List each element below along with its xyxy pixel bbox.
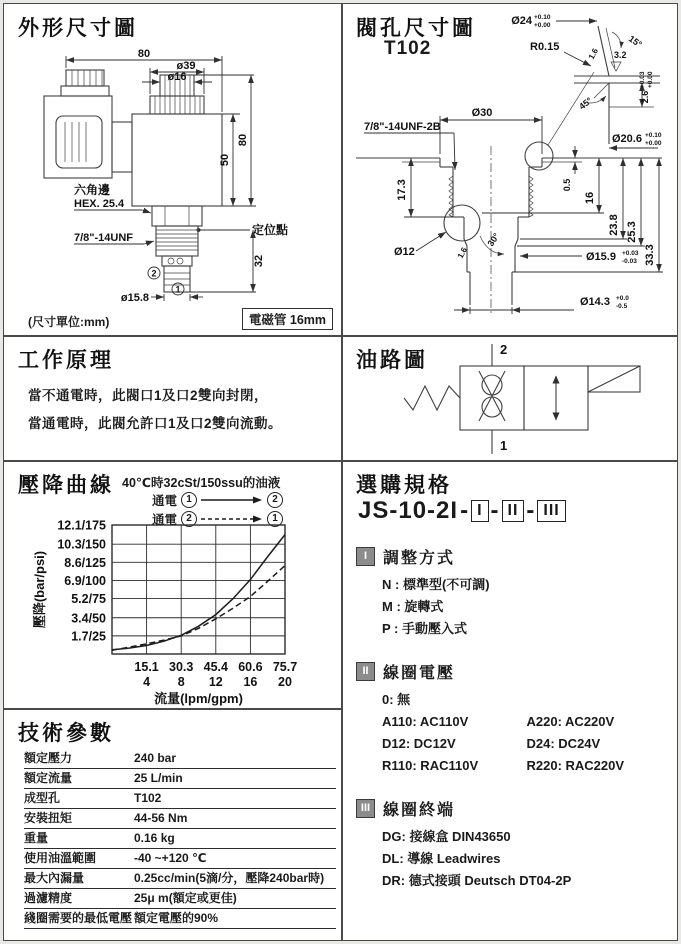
curve-solid — [112, 535, 285, 650]
dim-rough16b: 1.6 — [455, 245, 469, 260]
valve-body — [44, 70, 222, 292]
section-title: 閥孔尺寸圖 — [356, 17, 476, 40]
dim-d30: Ø30 — [471, 107, 493, 119]
parameters-table — [24, 749, 336, 929]
section-outline-dimensions — [4, 4, 341, 335]
section-technical-parameters — [4, 709, 341, 940]
chart-condition-note: 40℃時32cSt/150ssu的油液 — [122, 476, 281, 490]
label-locating-point: 定位點 — [252, 223, 289, 237]
dim-d143: Ø14.3 — [580, 296, 610, 308]
parameter-value: 25μ m(額定或更佳) — [134, 891, 237, 905]
dim-d159: Ø15.9 — [586, 251, 616, 263]
option-line: N : 標準型(不可調) — [382, 577, 490, 592]
parameter-label: 安裝扭矩 — [24, 811, 73, 825]
ordering-groups — [356, 545, 671, 912]
x-tick-lpm: 60.6 — [238, 660, 263, 674]
dim-h173: 17.3 — [396, 179, 408, 201]
parameter-value: T102 — [134, 791, 162, 805]
parameter-label: 最大內漏量 — [24, 871, 85, 885]
group-header — [356, 797, 671, 820]
x-tick-gpm: 16 — [243, 675, 258, 689]
parameter-label: 使用油溫範圍 — [24, 851, 97, 865]
option-cell: A110: AC110V — [382, 714, 469, 729]
label-thread: 7/8"-14UNF — [74, 232, 134, 244]
section-cavity-dimensions — [342, 4, 677, 335]
group-header — [356, 545, 671, 568]
principle-line-1: 當不通電時，此閥口1及口2雙向封閉， — [28, 388, 269, 403]
parameter-label: 額定流量 — [24, 771, 73, 785]
y-axis-label: 壓降(bar/psi) — [32, 550, 47, 629]
x-tick-lpm: 45.4 — [203, 660, 228, 674]
legend-label: 通電 — [152, 494, 178, 508]
curve-dashed — [112, 566, 285, 651]
dim-d206-tol-dn: +0.00 — [645, 140, 662, 147]
circled-1-icon: 1 — [181, 492, 197, 508]
dim-h16: 16 — [584, 191, 596, 205]
dim-tube-height: 80 — [237, 133, 249, 147]
section-title: 壓降曲線 — [18, 474, 114, 497]
group-marker: I — [356, 547, 375, 566]
circled-2-icon: 2 — [181, 511, 197, 527]
parameter-label: 額定壓力 — [24, 751, 73, 765]
label-hex-1: 六角邊 — [74, 183, 111, 197]
dim-rough32: 3.2 — [614, 50, 627, 60]
parameter-label: 成型孔 — [24, 791, 61, 805]
group-marker: II — [356, 662, 375, 681]
circled-2-icon: 2 — [267, 492, 283, 508]
label-hex-2: HEX. 25.4 — [74, 198, 125, 210]
option-line: P : 手動壓入式 — [382, 621, 467, 636]
y-tick-label: 8.6/125 — [64, 555, 106, 570]
dim-d24-tol-up: +0.10 — [534, 14, 551, 21]
parameter-value: 額定電壓的90% — [134, 911, 219, 925]
x-tick-lpm: 75.7 — [272, 660, 298, 674]
group-title: 線圈電壓 — [383, 665, 456, 682]
parameter-value: -40 ~+120 ℃ — [134, 851, 207, 865]
dim-d26: 2.6 — [640, 90, 650, 104]
circuit-port-1: 1 — [500, 438, 508, 453]
parameter-value: 44-56 Nm — [134, 811, 188, 825]
parameter-row — [24, 869, 336, 889]
section-title: 工作原理 — [18, 349, 114, 372]
dim-d26-tol-dn: +0.00 — [647, 71, 654, 88]
dim-cartridge-height: 32 — [253, 254, 265, 268]
option-cell: D12: DC12V — [382, 736, 456, 751]
option-row — [382, 711, 671, 733]
dim-h238: 23.8 — [608, 214, 620, 236]
parameter-value: 25 L/min — [134, 771, 183, 785]
option-line: 0: 無 — [382, 692, 411, 707]
option-line: M : 旋轉式 — [382, 599, 444, 614]
dim-d143-tol-dn: -0.5 — [616, 303, 628, 310]
option-cell: D24: DC24V — [526, 736, 601, 751]
model-option-box: I — [471, 500, 488, 522]
spring-symbol — [404, 386, 460, 410]
section-circuit-diagram — [342, 336, 677, 460]
unit-note: (尺寸單位:mm) — [28, 315, 110, 329]
parameter-row — [24, 789, 336, 809]
option-line: DG: 接線盒 DIN43650 — [382, 829, 511, 844]
parameter-label: 綫圈需要的最低電壓 — [24, 911, 133, 925]
x-tick-lpm: 30.3 — [169, 660, 194, 674]
option-cell: R110: RAC110V — [382, 758, 479, 773]
dim-rough16a: 1.6 — [586, 46, 600, 61]
x-tick-gpm: 12 — [208, 675, 223, 689]
dim-h253: 25.3 — [626, 221, 638, 243]
section-title: 油路圖 — [356, 349, 428, 372]
dim-d24: Ø24 — [511, 15, 532, 27]
option-line: DL: 導線 Leadwires — [382, 851, 501, 866]
option-row — [382, 733, 671, 755]
parameter-label: 重量 — [24, 831, 49, 845]
parameter-value: 0.25cc/min(5滴/分，壓降240bar時) — [134, 871, 325, 885]
parameter-row — [24, 909, 336, 929]
dim-d159-tol-dn: -0.03 — [622, 258, 637, 265]
option-line: DR: 德式接頭 Deutsch DT04-2P — [382, 873, 572, 888]
y-tick-label: 12.1/175 — [57, 518, 106, 533]
dim-r015: R0.15 — [530, 41, 560, 53]
dim-a30: 30° — [485, 231, 502, 249]
ordering-group — [356, 797, 671, 892]
dim-a15: 15° — [626, 33, 644, 50]
circuit-symbol — [342, 336, 677, 460]
x-tick-gpm: 4 — [143, 675, 151, 689]
dim-h05: 0.5 — [562, 178, 572, 192]
option-cell: R220: RAC220V — [526, 758, 625, 773]
port-2-marker: 2 — [151, 268, 157, 279]
group-header — [356, 660, 671, 683]
group-marker: III — [356, 799, 375, 818]
parameter-row — [24, 849, 336, 869]
content-frame — [3, 3, 678, 941]
model-separator: - — [526, 497, 536, 524]
section-ordering-info — [342, 461, 677, 940]
option-row — [382, 755, 671, 777]
model-prefix: JS-10-2I — [358, 497, 459, 524]
dim-d159-tol-up: +0.03 — [622, 250, 639, 257]
parameter-value: 0.16 kg — [134, 831, 175, 845]
y-tick-label: 1.7/25 — [71, 629, 106, 644]
circled-1-icon: 1 — [267, 511, 283, 527]
parameter-value: 240 bar — [134, 751, 177, 765]
group-title: 線圈終端 — [383, 802, 456, 819]
pressure-drop-chart — [4, 461, 341, 708]
circuit-port-2: 2 — [500, 342, 508, 357]
cavity-dimensions — [364, 14, 663, 314]
x-tick-gpm: 8 — [177, 675, 185, 689]
parameter-row — [24, 749, 336, 769]
dim-d26-tol-up: +0.03 — [639, 71, 646, 88]
cavity-geometry — [356, 26, 662, 316]
legend-label: 通電 — [152, 513, 178, 527]
dim-dia-knurl: ø39 — [176, 60, 196, 72]
port-1-marker: 1 — [175, 284, 181, 295]
dim-coil-height: 50 — [219, 153, 231, 167]
cavity-model: T102 — [384, 38, 432, 59]
section-title: 技術參數 — [18, 722, 114, 745]
dim-d24-tol-dn: +0.00 — [534, 22, 551, 29]
y-tick-label: 6.9/100 — [64, 573, 106, 588]
principle-line-2: 當通電時，此閥允許口1及口2雙向流動。 — [28, 416, 283, 431]
cavity-drawing — [342, 4, 677, 335]
x-tick-gpm: 20 — [278, 675, 292, 689]
y-tick-label: 10.3/150 — [57, 537, 106, 552]
dim-d143-tol-up: +0.0 — [616, 295, 629, 302]
section-working-principle — [4, 336, 341, 460]
x-axis-label: 流量(lpm/gpm) — [154, 691, 243, 706]
parameter-label: 過濾精度 — [24, 891, 73, 905]
valve-symbol — [404, 344, 640, 454]
y-tick-label: 5.2/75 — [71, 592, 106, 607]
ordering-group — [356, 660, 671, 777]
principle-text — [28, 382, 282, 438]
parameter-row — [24, 769, 336, 789]
model-separator: - — [490, 497, 500, 524]
dim-d206: Ø20.6 — [612, 133, 642, 145]
parameter-row — [24, 889, 336, 909]
y-tick-label: 3.4/50 — [71, 611, 106, 626]
dim-dia-top: ø16 — [167, 71, 187, 83]
model-option-box: II — [502, 500, 525, 522]
solenoid-tube-note: 電磁管 16mm — [242, 308, 333, 330]
model-option-box: III — [537, 500, 565, 522]
dim-width-top: 80 — [137, 48, 151, 60]
dim-dia-nose: ø15.8 — [120, 292, 149, 304]
section-pressure-drop-curve — [4, 461, 341, 708]
parameter-row — [24, 809, 336, 829]
model-separator: - — [460, 497, 470, 524]
dim-h333: 33.3 — [644, 244, 656, 266]
model-code — [358, 497, 566, 525]
ordering-group — [356, 545, 671, 640]
option-cell: A220: AC220V — [526, 714, 615, 729]
dim-a45: 45° — [577, 95, 594, 112]
dim-d206-tol-up: +0.10 — [645, 132, 662, 139]
x-tick-lpm: 15.1 — [134, 660, 159, 674]
dim-d12: Ø12 — [394, 246, 415, 258]
parameter-row — [24, 829, 336, 849]
section-title: 選購規格 — [356, 474, 452, 497]
section-title: 外形尺寸圖 — [18, 17, 138, 40]
group-title: 調整方式 — [383, 550, 456, 567]
dim-thread: 7/8"-14UNF-2B — [364, 121, 441, 133]
valve-outline-drawing — [4, 44, 341, 304]
